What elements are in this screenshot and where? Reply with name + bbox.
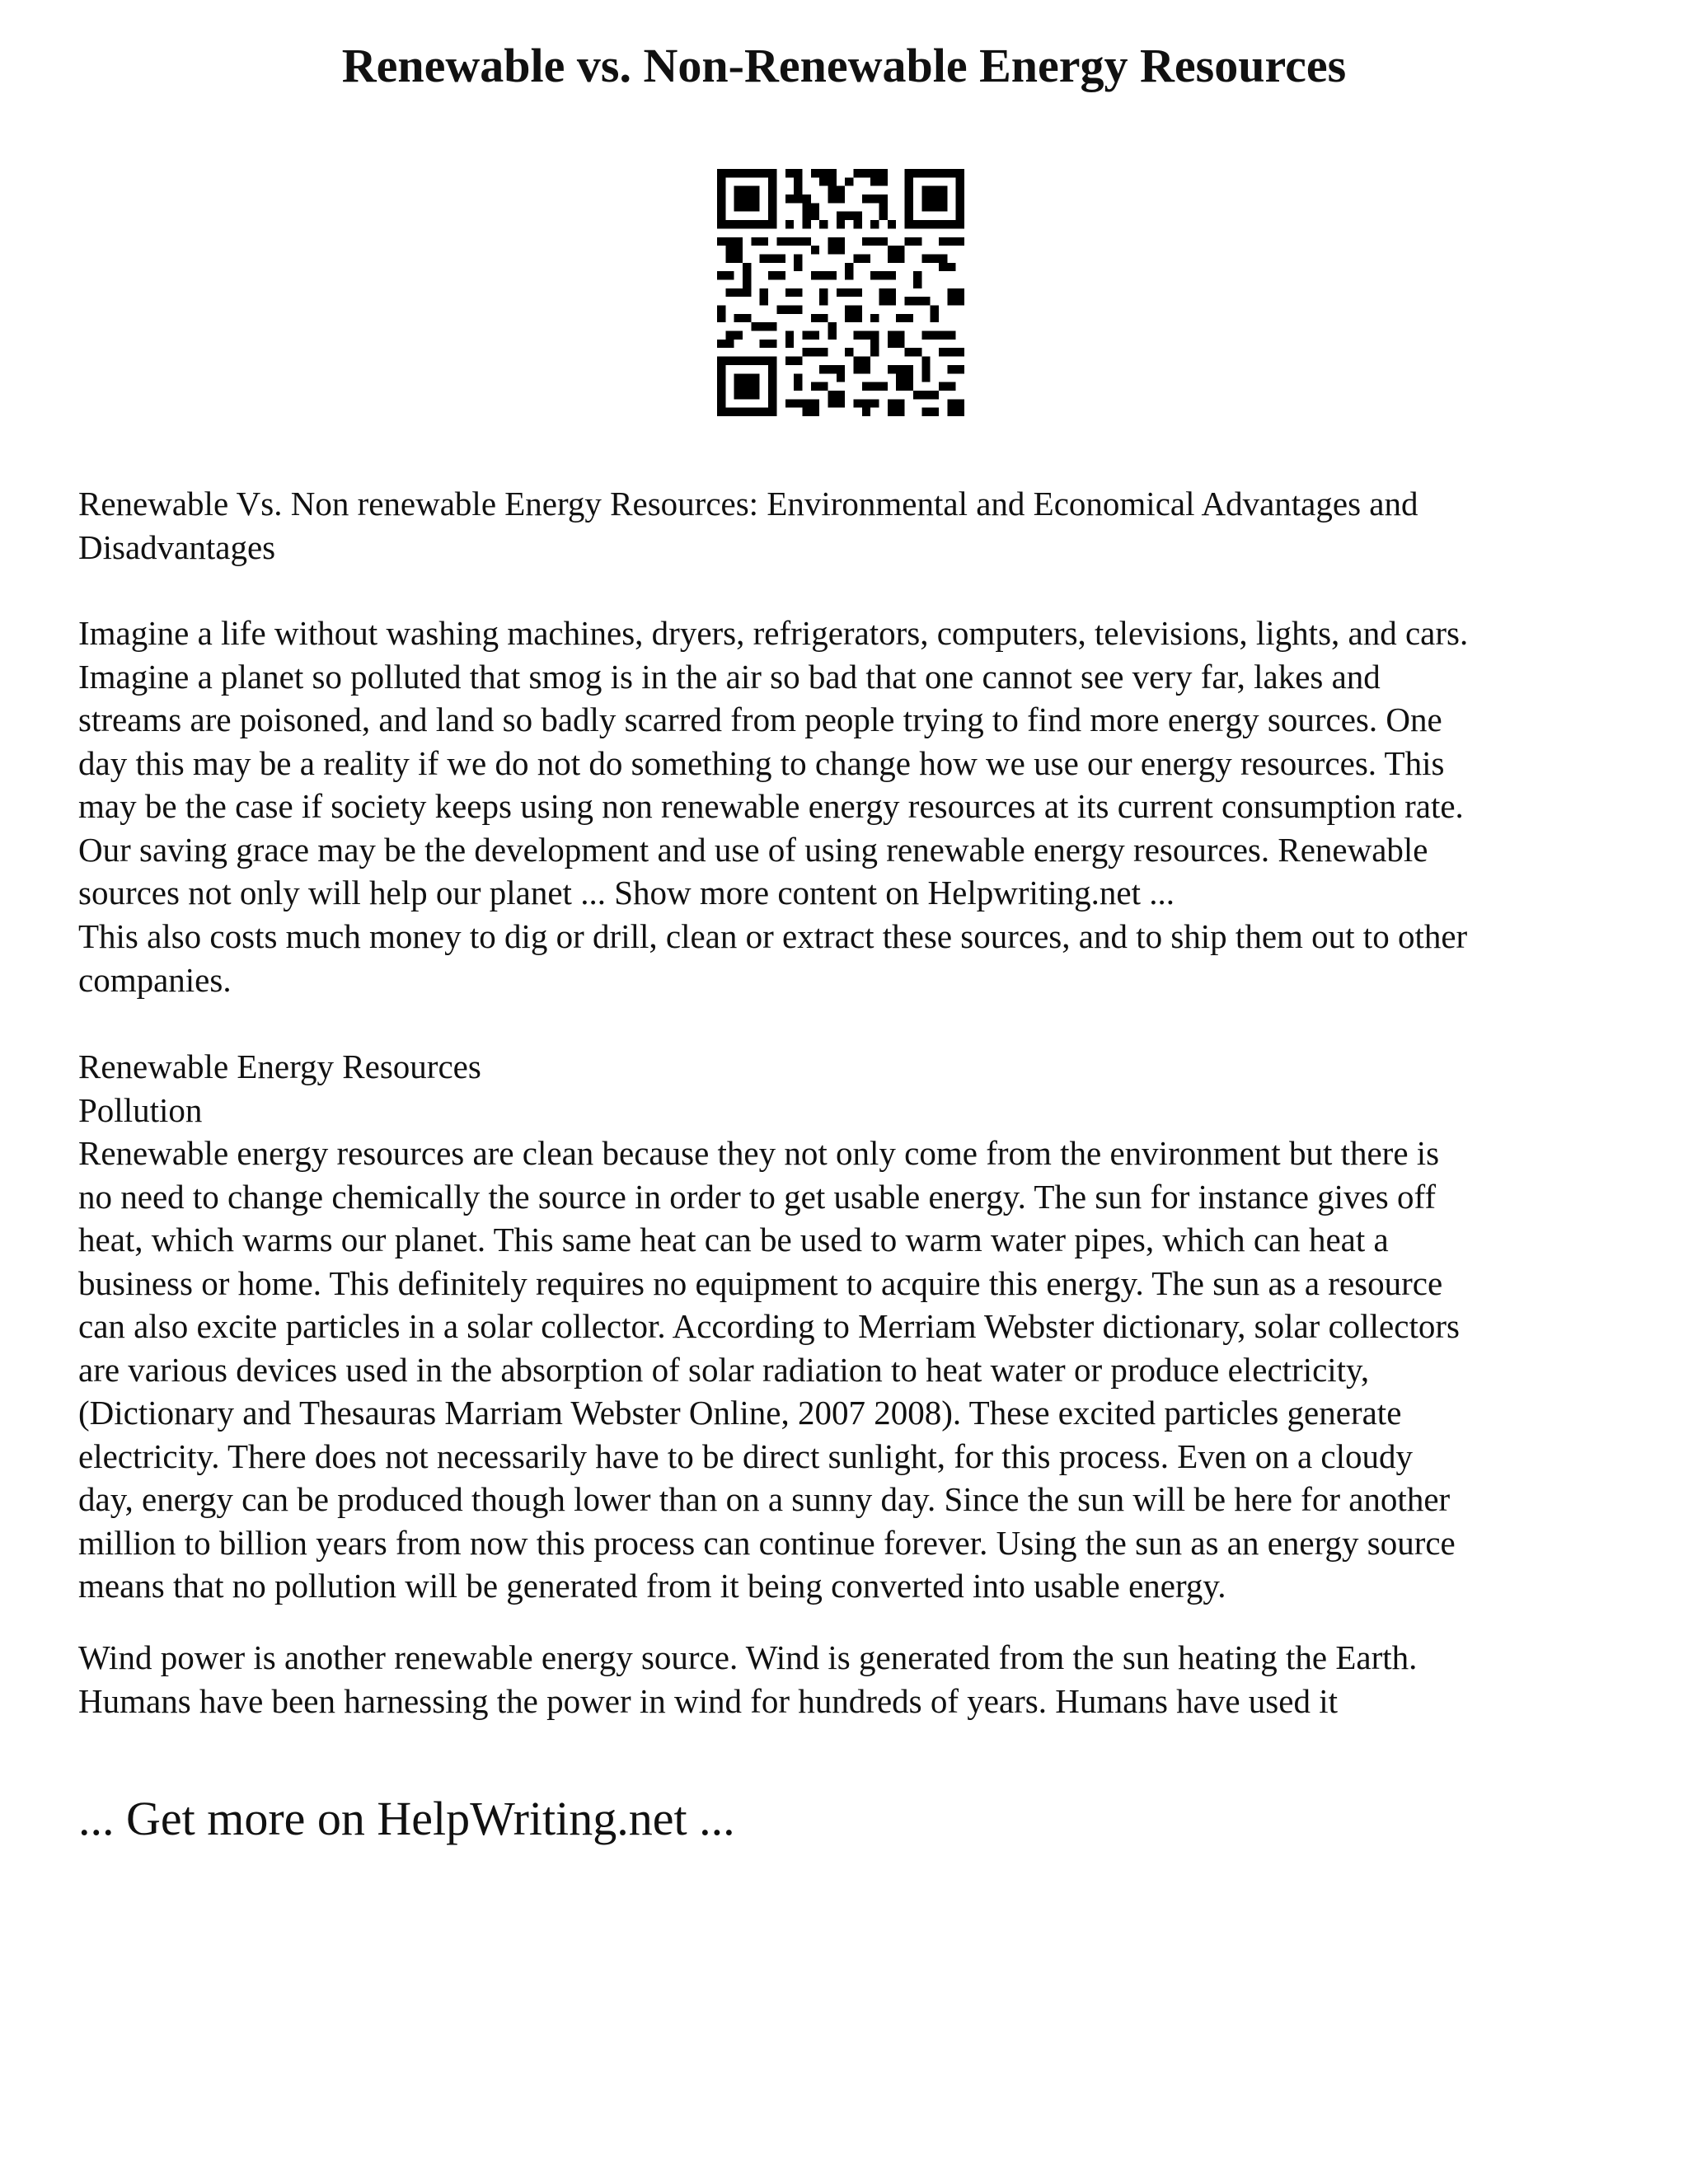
renewable-line: Renewable energy resources are clean because they not only come from the environment but there is <box>78 1134 1440 1172</box>
renewable-line: million to billion years from now this process can continue forever. Using the sun as an energy source <box>78 1523 1456 1562</box>
get-more-link[interactable]: ... Get more on HelpWriting.net ... <box>78 1792 735 1845</box>
renewable-section <box>78 1045 1644 1608</box>
renewable-line: electricity. There does not necessarily have to be direct sunlight, for this process. Even on a cloudy <box>78 1436 1413 1475</box>
costs-line: companies. <box>78 960 232 999</box>
renewable-line: means that no pollution will be generated from it being converted into usable energy. <box>78 1567 1226 1605</box>
intro-paragraph <box>78 612 1644 915</box>
intro-line: sources not only will help our planet ... Show more content on Helpwriting.net ... <box>78 874 1175 912</box>
wind-line: Wind power is another renewable energy source. Wind is generated from the sun heating the Earth. <box>78 1638 1418 1676</box>
page-title: Renewable vs. Non-Renewable Energy Resources <box>341 39 1347 92</box>
renewable-line: day, energy can be produced though lower than on a sunny day. Since the sun will be here for another <box>78 1480 1451 1518</box>
renewable-line: can also excite particles in a solar collector. According to Merriam Webster dictionary, solar collectors <box>78 1307 1460 1345</box>
subtitle-line: Renewable Vs. Non renewable Energy Resources: Environmental and Economical Advantages and <box>78 485 1418 523</box>
intro-line: Imagine a planet so polluted that smog is in the air so bad that one cannot see very far, lakes and <box>78 657 1381 696</box>
subtitle-line: Disadvantages <box>78 527 276 566</box>
section-subheading: Pollution <box>78 1090 203 1129</box>
costs-paragraph <box>78 915 1644 1001</box>
wind-paragraph <box>78 1636 1644 1722</box>
renewable-line: heat, which warms our planet. This same heat can be used to warm water pipes, which can heat a <box>78 1221 1389 1258</box>
intro-line: day this may be a reality if we do not do something to change how we use our energy resources. This <box>78 743 1445 782</box>
section-heading: Renewable Energy Resources <box>78 1047 481 1085</box>
intro-line: may be the case if society keeps using non renewable energy resources at its current consumption rate. <box>78 787 1464 825</box>
renewable-line: (Dictionary and Thesauras Marriam Webster Online, 2007 2008). These excited particles generate <box>78 1394 1402 1432</box>
intro-line: Imagine a life without washing machines, dryers, refrigerators, computers, televisions, lights, and cars. <box>78 614 1469 652</box>
intro-line: streams are poisoned, and land so badly scarred from people trying to find more energy sources. One <box>78 701 1442 738</box>
intro-line: Our saving grace may be the development and use of using renewable energy resources. Renewable <box>78 830 1428 869</box>
costs-line: This also costs much money to dig or drill, clean or extract these sources, and to ship them out to other <box>78 917 1468 955</box>
renewable-line: are various devices used in the absorption of solar radiation to heat water or produce electricity, <box>78 1350 1370 1389</box>
document-subtitle <box>78 482 1644 569</box>
qr-code-icon <box>717 169 964 416</box>
renewable-line: no need to change chemically the source in order to get usable energy. The sun for instance gives off <box>78 1177 1437 1216</box>
qr-code-graphic <box>717 169 964 416</box>
wind-line: Humans have been harnessing the power in wind for hundreds of years. Humans have used it <box>78 1681 1338 1720</box>
renewable-line: business or home. This definitely requires no equipment to acquire this energy. The sun as a resource <box>78 1263 1443 1302</box>
